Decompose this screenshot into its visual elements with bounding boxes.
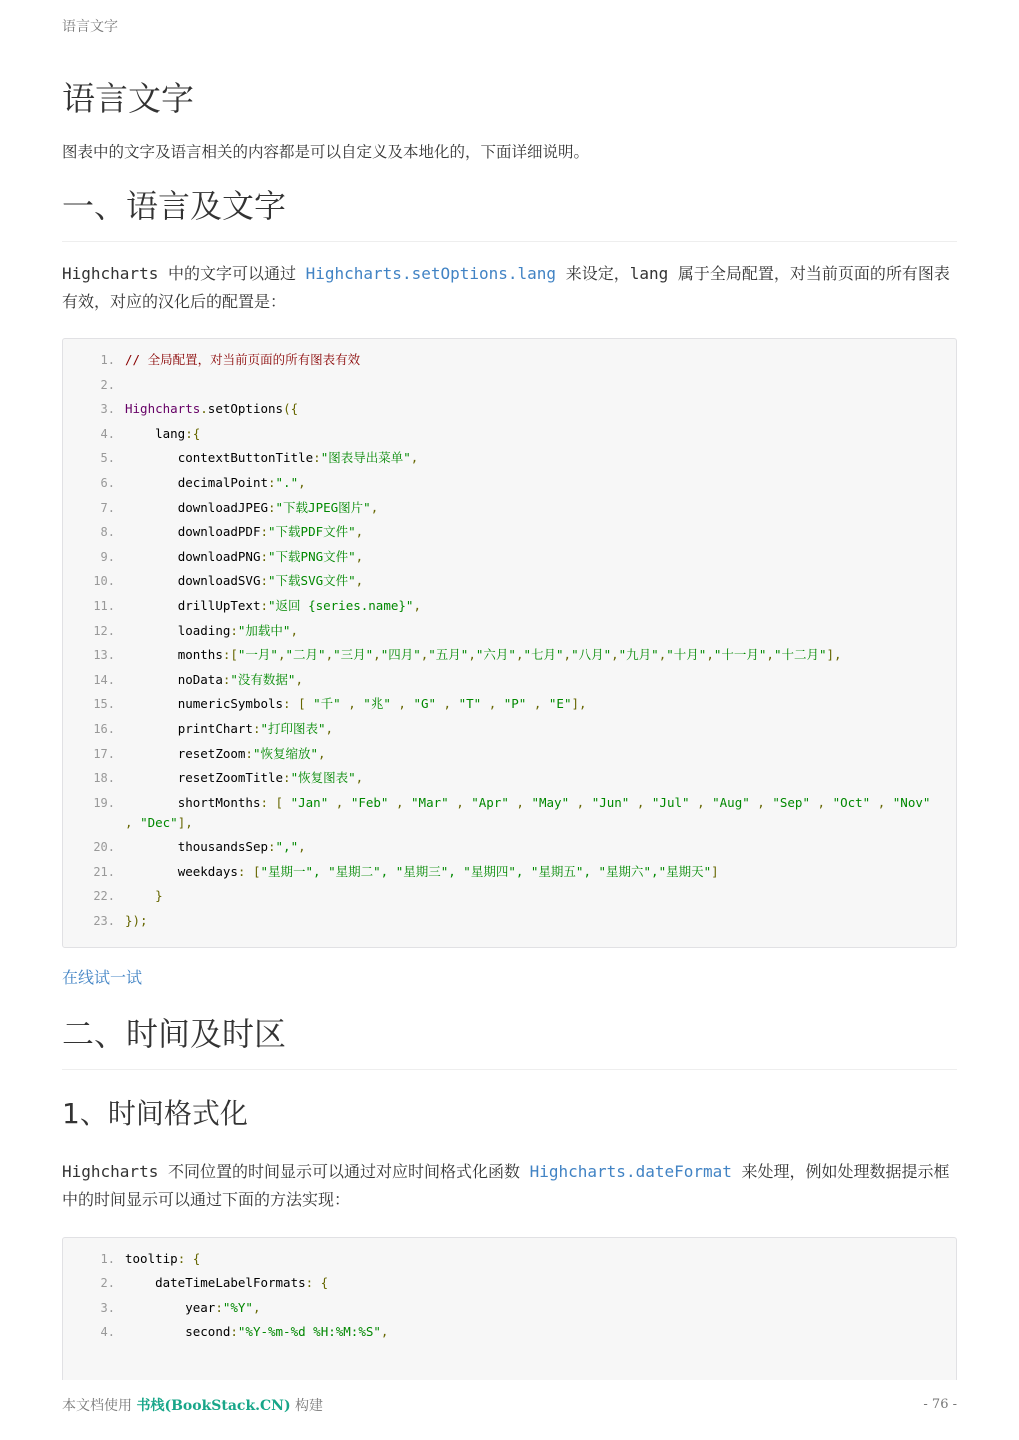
line-number: 4. [100, 426, 115, 441]
code-token: "十二月" [773, 647, 827, 663]
code-token: "下载SVG文件" [268, 573, 356, 589]
set-options-lang-code: Highcharts.setOptions.lang [305, 264, 557, 283]
code-line [63, 571, 956, 591]
code-line [63, 744, 956, 764]
code-token: , [325, 647, 334, 663]
line-number: 2. [100, 1276, 115, 1291]
code-line [63, 621, 956, 641]
code-line [63, 1298, 956, 1318]
code-token: "%Y" [222, 1299, 253, 1315]
code-token: , [252, 1299, 261, 1315]
code-token: : [252, 720, 261, 736]
code-text [125, 670, 956, 690]
code-text [125, 375, 956, 395]
code-text [125, 547, 956, 567]
code-token: "恢复图表" [290, 770, 356, 786]
code-token: , [689, 794, 713, 810]
section1-para-part1: Highcharts 中的文字可以通过 [62, 264, 306, 283]
code-token: , [277, 647, 286, 663]
code-token: , [413, 597, 421, 613]
code-token: : [260, 524, 269, 540]
code-token: , [318, 745, 326, 761]
code-token: , [448, 794, 472, 810]
code-token: loading [125, 622, 231, 638]
line-number: 23. [93, 914, 115, 929]
line-number: 2. [100, 377, 115, 392]
code-line [63, 473, 956, 493]
code-text [125, 694, 956, 714]
code-token: : [268, 474, 276, 490]
code-token: , [468, 647, 476, 663]
code-token: , [370, 499, 379, 515]
code-text [125, 1249, 956, 1269]
code-text [125, 744, 956, 764]
code-token: , [298, 839, 306, 855]
code-line [63, 1249, 956, 1269]
code-token: ] [711, 863, 719, 879]
code-token: downloadJPEG [125, 499, 268, 515]
code-line [63, 670, 956, 690]
code-token: "恢复缩放" [252, 745, 319, 761]
code-token: , [373, 647, 381, 663]
code-token: : [260, 597, 269, 613]
code-token: weekdays [125, 863, 238, 879]
code-line [63, 719, 956, 739]
code-token: , [563, 647, 572, 663]
code-token: , [380, 1324, 389, 1340]
code-token: , [766, 647, 774, 663]
code-token: "千" [313, 696, 341, 712]
code-token: : [268, 839, 276, 855]
code-token: downloadPDF [125, 524, 261, 540]
code-token: lang [125, 425, 186, 441]
code-line [63, 1322, 956, 1342]
section1-para-part2: 来设定，lang 属于全局配置，对当前页面的所有图表有效，对应的汉化后的配置是： [62, 264, 950, 311]
code-text [125, 399, 956, 419]
code-text [125, 448, 956, 468]
running-header: 语言文字 [62, 19, 118, 35]
code-line [63, 424, 956, 444]
code-token: "P" [503, 696, 527, 712]
code-token: thousandsSep [125, 839, 268, 855]
code-token: "Aug" [712, 794, 750, 810]
code-token: "返回 {series.name}" [268, 597, 414, 613]
code-token: dateTimeLabelFormats [125, 1275, 306, 1291]
code-token: "Oct" [832, 794, 871, 810]
line-number: 3. [100, 402, 115, 417]
code-token: : [268, 499, 276, 515]
line-number: 1. [100, 353, 115, 367]
code-token: "T" [458, 696, 482, 712]
code-line [63, 522, 956, 542]
code-token: "三月" [333, 647, 374, 663]
code-token: months [125, 647, 223, 663]
code-token: , [526, 696, 549, 712]
section2-para-part1: Highcharts 不同位置的时间显示可以通过对应时间格式化函数 [62, 1161, 530, 1181]
code-token: "六月" [475, 647, 516, 663]
line-number: 11. [93, 598, 115, 613]
code-text [125, 498, 956, 518]
code-token: "八月" [571, 647, 612, 663]
line-number: 7. [100, 500, 115, 515]
section1-paragraph [62, 260, 957, 316]
line-number: 3. [100, 1300, 115, 1315]
code-token: drillUpText [125, 597, 261, 613]
code-token: , [410, 450, 419, 466]
code-text [125, 1322, 956, 1342]
code-line [63, 375, 956, 395]
line-number: 13. [93, 648, 115, 663]
code-token: , [355, 548, 364, 564]
code-token: , [515, 647, 524, 663]
code-token: "E" [548, 696, 572, 712]
code-line [63, 911, 956, 931]
code-text [125, 862, 956, 882]
code-token: , [629, 794, 652, 810]
line-number: 1. [100, 1251, 115, 1266]
code-token: downloadSVG [125, 573, 261, 589]
bookstack-brand-link[interactable]: 书栈(BookStack.CN) [136, 1398, 291, 1414]
code-line [63, 645, 956, 665]
code-token: "Jul" [651, 794, 690, 810]
code-line [63, 862, 956, 882]
code-token: : [ [237, 863, 261, 879]
date-format-code: Highcharts.dateFormat [529, 1161, 732, 1181]
code-token: "打印图表" [260, 720, 326, 736]
section2-para-part2: 来处理，例如处理数据提示框中的时间显示可以通过下面的方法实现： [62, 1161, 950, 1209]
code-token: : [245, 745, 253, 761]
code-token: , [355, 573, 364, 589]
code-token: , [340, 696, 364, 712]
code-token: "Apr" [471, 794, 509, 810]
code-token: Highcharts [125, 401, 201, 417]
code-token: "May" [531, 794, 570, 810]
code-token: resetZoom [125, 745, 246, 761]
code-text [125, 473, 956, 493]
line-number: 21. [93, 864, 115, 879]
code-token: , [611, 647, 619, 663]
code-token: "星期一", "星期二", "星期三", "星期四", "星期五", "星期六","星期天" [260, 863, 712, 879]
code-text [125, 911, 956, 931]
code-text [125, 768, 956, 788]
line-number: 20. [93, 840, 115, 855]
line-number: 16. [93, 721, 115, 736]
code-token: : [215, 1299, 223, 1315]
code-token: "十月" [666, 647, 707, 663]
code-token: "Nov" [892, 794, 931, 810]
code-token: "Jan" [290, 794, 329, 810]
code-token: "十一月" [713, 647, 767, 663]
code-line [63, 350, 956, 370]
code-token: ], [826, 647, 842, 663]
code-token: downloadPNG [125, 548, 261, 564]
code-line [63, 837, 956, 857]
code-text [125, 621, 956, 641]
code-line [63, 448, 956, 468]
line-number: 8. [100, 525, 115, 540]
code-token: "五月" [428, 647, 469, 663]
code-token: : [230, 622, 238, 638]
code-token: noData [125, 671, 223, 687]
code-token: : [260, 573, 269, 589]
code-token: "下载PNG文件" [268, 548, 356, 564]
code-token: second [125, 1324, 231, 1340]
code-token: "没有数据" [230, 671, 296, 687]
code-token: } [125, 888, 163, 904]
code-token: : [ [260, 794, 291, 810]
code-line [63, 1273, 956, 1293]
line-number: 12. [93, 623, 115, 638]
footer-prefix: 本文档使用 [62, 1398, 137, 1414]
code-token: "下载JPEG图片" [275, 499, 371, 515]
code-line [63, 399, 956, 419]
code-token: , [706, 647, 714, 663]
code-line [63, 547, 956, 567]
code-token: :[ [222, 647, 238, 663]
code-text [125, 1298, 956, 1318]
code-token: "一月" [237, 647, 278, 663]
line-number: 9. [100, 549, 115, 564]
line-number: 22. [93, 889, 115, 904]
code-text [125, 596, 956, 616]
code-token: ], [177, 814, 193, 830]
page-number: - 76 - [923, 1397, 957, 1412]
code-line [63, 768, 956, 788]
intro-paragraph: 图表中的文字及语言相关的内容都是可以自定义及本地化的，下面详细说明。 [62, 143, 590, 161]
code-token: , [436, 696, 459, 712]
code-token: :{ [185, 425, 201, 441]
code-token: "七月" [523, 647, 564, 663]
code-token: , [388, 794, 412, 810]
code-line [63, 596, 956, 616]
line-number: 10. [93, 574, 115, 589]
code-token: : [283, 770, 291, 786]
code-token: "%Y-%m-%d %H:%M:%S" [237, 1324, 381, 1340]
code-token: "图表导出菜单" [320, 450, 411, 466]
section1-heading: 一、语言及文字 [62, 185, 957, 242]
line-number: 6. [100, 475, 115, 490]
code-token: decimalPoint [125, 474, 268, 490]
code-token: contextButtonTitle [125, 450, 314, 466]
footer-credit [62, 1395, 323, 1415]
code-token: "Dec" [140, 814, 178, 830]
code-token: , [420, 647, 429, 663]
code-token: , [390, 696, 414, 712]
code-token: , [658, 647, 667, 663]
code-token: numericSymbols [125, 696, 284, 712]
line-number: 14. [93, 672, 115, 687]
code-token: , [355, 770, 364, 786]
code-token: , [290, 622, 298, 638]
code-text [125, 424, 956, 444]
code-token: , [870, 794, 893, 810]
code-text [125, 571, 956, 591]
line-number: 17. [93, 746, 115, 761]
section2-paragraph [62, 1158, 957, 1214]
code-token: , [355, 524, 364, 540]
code-line [63, 886, 956, 906]
line-number: 4. [100, 1325, 115, 1340]
code-token: "兆" [363, 696, 391, 712]
code-token: year [125, 1299, 216, 1315]
code-token: printChart [125, 720, 253, 736]
code-token: : { [177, 1250, 201, 1266]
code-text [125, 522, 956, 542]
code-token: , [481, 696, 504, 712]
code-token: tooltip [125, 1250, 178, 1266]
code-token: "Mar" [411, 794, 449, 810]
line-number: 5. [100, 451, 115, 466]
code-token: , [325, 720, 334, 736]
code-token: , [328, 794, 351, 810]
code-token: "Jun" [591, 794, 630, 810]
code-token: "四月" [380, 647, 421, 663]
code-token: setOptions [207, 401, 284, 417]
footer-suffix: 构建 [290, 1398, 324, 1414]
code-token: "九月" [618, 647, 659, 663]
code-token: . [200, 401, 208, 417]
code-token: shortMonths [125, 794, 261, 810]
code-token: "二月" [285, 647, 326, 663]
code-token: : [ [283, 696, 314, 712]
tooltip-code-block [62, 1237, 957, 1380]
section2-heading: 二、时间及时区 [62, 1013, 957, 1070]
code-token: , [125, 794, 938, 830]
code-token: : [222, 671, 231, 687]
code-token: "Sep" [772, 794, 810, 810]
code-token: }); [125, 913, 148, 929]
code-line [63, 793, 956, 833]
code-line [63, 498, 956, 518]
code-token: , [298, 474, 306, 490]
code-token: , [749, 794, 773, 810]
code-token: "加载中" [237, 622, 291, 638]
code-token: "Feb" [350, 794, 389, 810]
code-token: ], [571, 696, 587, 712]
code-token: "," [275, 839, 299, 855]
code-token: : [313, 450, 321, 466]
code-token: , [295, 671, 303, 687]
code-text [125, 645, 956, 665]
code-token: // 全局配置，对当前页面的所有图表有效 [125, 352, 361, 367]
lang-code-block [62, 338, 957, 948]
code-token: "下载PDF文件" [268, 524, 356, 540]
code-token: , [508, 794, 532, 810]
code-token: : [260, 548, 269, 564]
code-token: , [569, 794, 592, 810]
code-token: , [809, 794, 833, 810]
code-token: "." [275, 474, 299, 490]
code-text [125, 886, 956, 906]
code-token: : { [305, 1275, 329, 1291]
page-content [62, 78, 957, 1380]
line-number: 19. [93, 795, 115, 810]
code-line [63, 694, 956, 714]
code-text [125, 1273, 956, 1293]
line-number: 18. [93, 771, 115, 786]
subsection-time-format-heading: 1、时间格式化 [62, 1096, 248, 1130]
code-text [125, 350, 956, 370]
code-token: "G" [413, 696, 437, 712]
code-token: resetZoomTitle [125, 770, 284, 786]
code-text [125, 837, 956, 857]
page-title: 语言文字 [62, 79, 194, 118]
line-number: 15. [93, 697, 115, 712]
code-text [125, 719, 956, 739]
try-online-link[interactable]: 在线试一试 [62, 967, 143, 987]
code-text [125, 793, 956, 833]
code-token: ({ [283, 401, 299, 417]
code-token: : [230, 1324, 238, 1340]
